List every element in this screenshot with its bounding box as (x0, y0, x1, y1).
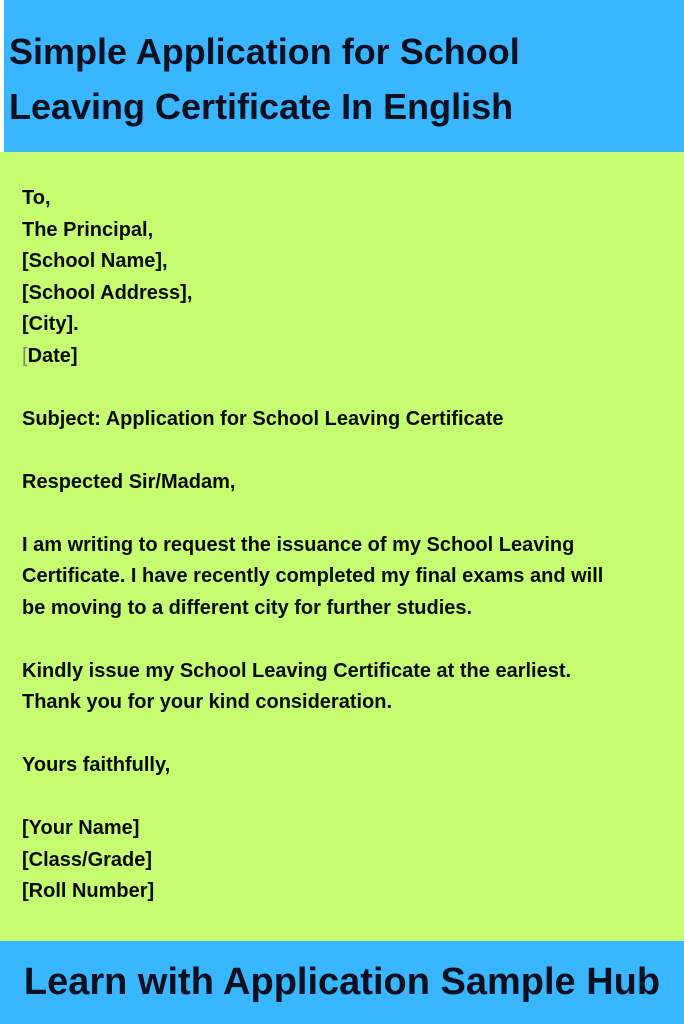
letter-date (22, 341, 662, 373)
letter-recipient: The Principal, (22, 218, 154, 241)
date-text: Date] (27, 344, 78, 367)
signature-roll-number: [Roll Number] (22, 880, 155, 902)
spacer (22, 435, 662, 467)
letter-city: [City]. (22, 313, 79, 335)
spacer (22, 498, 662, 530)
paragraph-1-line-3: be moving to a different city for further studies. (22, 596, 473, 619)
paragraph-2-line-2: Thank you for your kind consideration. (22, 691, 393, 713)
letter-school-address: [School Address], (22, 281, 193, 304)
footer-text: Learn with Application Sample Hub (23, 961, 661, 1003)
signature-class: [Class/Grade] (22, 848, 153, 871)
letter-school-name: [School Name], (22, 250, 168, 272)
page-title (9, 24, 684, 134)
header-banner (0, 0, 684, 152)
signature-name: [Your Name] (22, 817, 140, 839)
letter-salutation: Respected Sir/Madam, (22, 470, 236, 493)
title-line-2: Leaving Certificate In English (9, 86, 514, 127)
spacer (22, 719, 662, 751)
title-line-1: Simple Application for School (9, 31, 520, 72)
letter-paragraph-1 (22, 530, 662, 625)
letter-body (22, 183, 662, 908)
paragraph-2-line-1: Kindly issue my School Leaving Certificate at the earliest. (22, 659, 572, 682)
spacer (22, 624, 662, 656)
spacer (22, 372, 662, 404)
letter-to: To, (22, 187, 51, 209)
date-open-bracket: [ (22, 344, 28, 367)
letter-subject: Subject: Application for School Leaving Certificate (22, 407, 504, 430)
letter-closing: Yours faithfully, (22, 754, 171, 776)
paragraph-1-line-1: I am writing to request the issuance of my School Leaving (22, 533, 575, 556)
paragraph-1-line-2: Certificate. I have recently completed my final exams and will (22, 565, 604, 587)
spacer (22, 782, 662, 814)
footer-banner (0, 941, 684, 1024)
letter-paragraph-2 (22, 656, 662, 719)
